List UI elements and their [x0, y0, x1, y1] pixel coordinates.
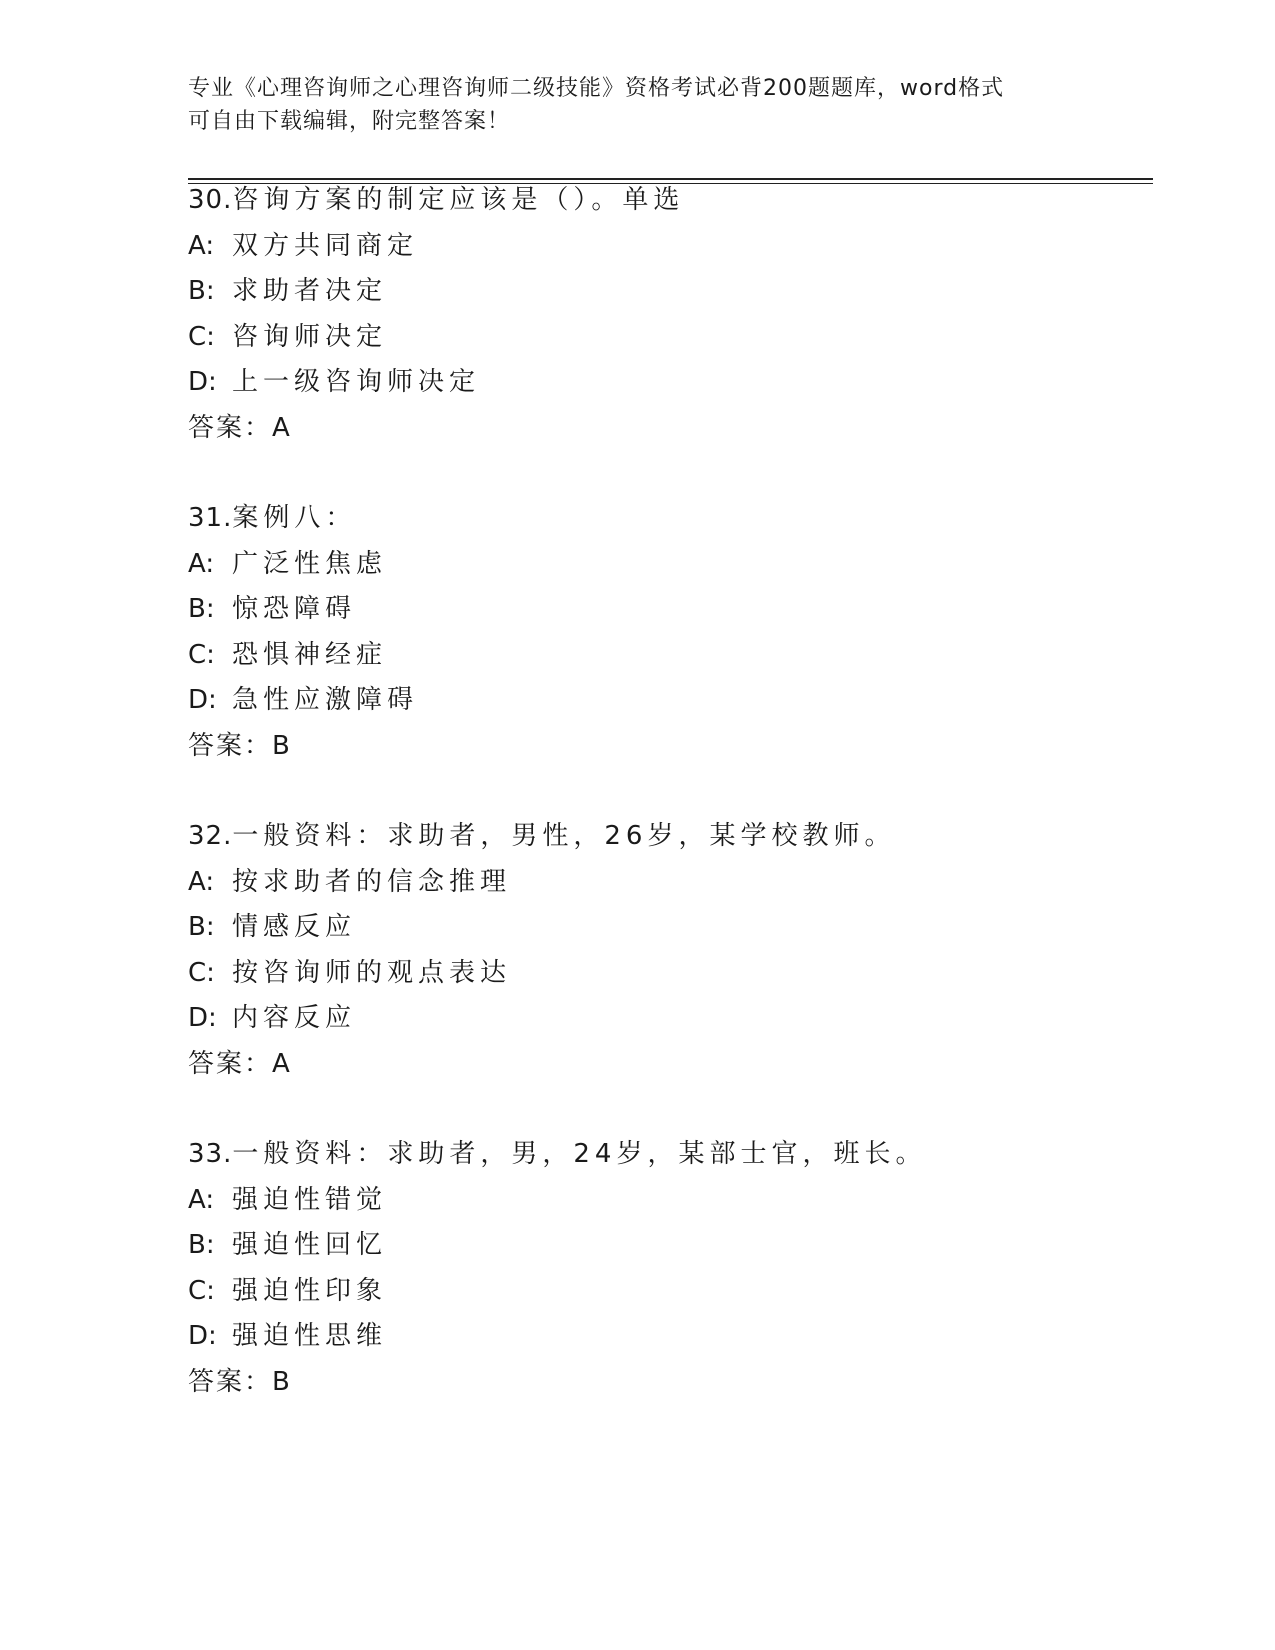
answer-line: 答案：A: [188, 412, 292, 443]
option-line: [188, 951, 1088, 997]
answer-line: 答案：B: [188, 1366, 292, 1397]
option-letter: D:: [188, 685, 217, 716]
option-text: 强迫性回忆: [232, 1230, 388, 1261]
option-letter: C:: [188, 321, 215, 352]
question-number: 31.: [188, 503, 233, 533]
question-block: [188, 178, 1088, 452]
option-text: 按求助者的信念推理: [232, 866, 512, 897]
question-text: 一般资料：求助者，男性，26岁，某学校教师。: [232, 821, 896, 851]
answer-line: 答案：A: [188, 1048, 292, 1079]
question-line: [188, 1132, 1088, 1178]
option-text: 咨询师决定: [232, 321, 388, 352]
option-line: [188, 996, 1088, 1042]
option-line: [188, 860, 1088, 906]
question-text: 一般资料：求助者，男，24岁，某部士官，班长。: [232, 1139, 927, 1169]
option-line: [188, 905, 1088, 951]
option-text: 广泛性焦虑: [232, 548, 388, 579]
question-text: 咨询方案的制定应该是（）。单选: [232, 185, 685, 215]
option-text: 强迫性思维: [232, 1321, 388, 1352]
option-line: [188, 678, 1088, 724]
option-text: 上一级咨询师决定: [232, 367, 481, 398]
option-text: 按咨询师的观点表达: [232, 957, 512, 988]
option-letter: D:: [188, 1321, 217, 1352]
option-line: [188, 1269, 1088, 1315]
option-text: 恐惧神经症: [232, 639, 388, 670]
answer-line: 答案：B: [188, 730, 292, 761]
question-text: 案例八：: [232, 503, 357, 533]
option-letter: C:: [188, 1275, 215, 1306]
option-letter: A:: [188, 548, 215, 579]
option-text: 求助者决定: [232, 276, 388, 307]
question-block: [188, 496, 1088, 770]
option-line: [188, 587, 1088, 633]
question-line: [188, 178, 1088, 224]
option-letter: C:: [188, 639, 215, 670]
question-number: 33.: [188, 1139, 233, 1169]
option-letter: A:: [188, 866, 215, 897]
option-text: 强迫性错觉: [232, 1184, 388, 1215]
option-letter: A:: [188, 1184, 215, 1215]
option-line: [188, 633, 1088, 679]
document-header: [188, 72, 1068, 138]
option-text: 内容反应: [232, 1003, 357, 1034]
header-line-1: 专业《心理咨询师之心理咨询师二级技能》资格考试必背200题题库，word格式: [188, 76, 1005, 101]
option-line: [188, 224, 1088, 270]
option-letter: B:: [188, 912, 215, 943]
option-letter: B:: [188, 594, 215, 625]
question-number: 32.: [188, 821, 233, 851]
header-line-2: 可自由下载编辑，附完整答案！: [188, 109, 511, 134]
question-block: [188, 1132, 1088, 1406]
option-letter: B:: [188, 276, 215, 307]
option-text: 情感反应: [232, 912, 357, 943]
question-block: [188, 814, 1088, 1088]
question-number: 30.: [188, 185, 233, 215]
option-letter: B:: [188, 1230, 215, 1261]
option-letter: C:: [188, 957, 215, 988]
option-text: 强迫性印象: [232, 1275, 388, 1306]
option-letter: D:: [188, 367, 217, 398]
option-line: [188, 542, 1088, 588]
option-line: [188, 315, 1088, 361]
option-line: [188, 269, 1088, 315]
option-text: 急性应激障碍: [232, 685, 419, 716]
option-line: [188, 1314, 1088, 1360]
option-line: [188, 1178, 1088, 1224]
option-line: [188, 1223, 1088, 1269]
option-letter: A:: [188, 230, 215, 261]
question-line: [188, 814, 1088, 860]
option-line: [188, 360, 1088, 406]
question-line: [188, 496, 1088, 542]
option-letter: D:: [188, 1003, 217, 1034]
option-text: 惊恐障碍: [232, 594, 357, 625]
option-text: 双方共同商定: [232, 230, 419, 261]
